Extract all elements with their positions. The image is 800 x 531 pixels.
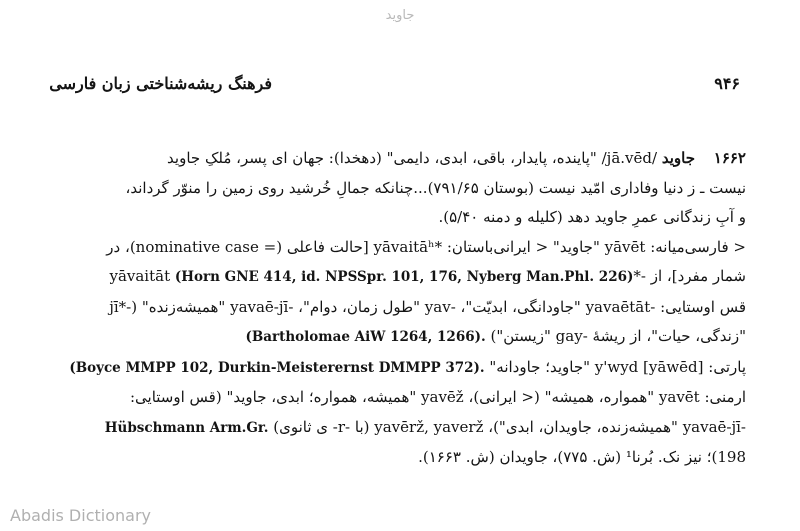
- entry-line-2: نیست ـ ز دنیا وفاداری امّید نیست (بوستان ۷۹۱/۶۵)...چنانکه جمالِ خُرشید روی زمین را منوّر گرداند،: [125, 178, 746, 197]
- entry-line-10-text: -yavaē-jī "همیشه‌زنده، جاویدان، ابدی")، yavērž, yaverž (با -r- ی ثانوی): [273, 417, 746, 436]
- running-header: [42, 74, 772, 98]
- entry-definition: "پاینده، پایدار، باقی، ابدی، دایمی" (دهخدا): جهان ای پسر، مُلکِ جاوید: [167, 149, 597, 167]
- entry-line-8: [46, 353, 746, 384]
- entry-line-10-refs: Hübschmann Arm.Gr.: [104, 419, 269, 436]
- entry-line-11: 198)؛ نیز نک. بُرنا¹ (ش. ۷۷۵)، جاویدان (ش. ۱۶۶۳).: [418, 448, 746, 466]
- page-caption: جاوید: [385, 8, 415, 23]
- entry-line-8-refs: (Boyce MMPP 102, Durkin-Meisterernst DMMPP 372).: [69, 359, 485, 376]
- entry-line-3: و آبِ زندگانی عمرِ جاوید دهد (کلیله و دمنه ۵/۴۰).: [438, 208, 746, 226]
- entry-line-5-text: شمار مفرد]، از -*yāvaitāt: [109, 267, 746, 285]
- dictionary-page: [42, 40, 772, 510]
- entry-headword: جاوید: [661, 149, 695, 167]
- entry-line-10: [46, 413, 746, 444]
- entry-line-7-refs: (Bartholomae AiW 1264, 1266).: [245, 329, 486, 345]
- entry-transcription: /jā.vēd/: [601, 149, 658, 167]
- entry-line-8-text: پارتی: [yāwēd] y'wyd "جاوید؛ جاودانه": [489, 357, 746, 376]
- entry-line-5: [46, 262, 746, 293]
- entry-number: ۱۶۶۲: [713, 149, 746, 167]
- entry-line-7-text: "زندگی، حیات"، از ریشهٔ -gay "زیستن"): [490, 327, 746, 345]
- entry-line-1: [46, 144, 746, 174]
- entry-line-6: قس اوستایی: -yavaētāt "جاودانگی، ابدیّت"، -yav "طول زمان، دوام"، -yavaē-jī "همیشه‌زنده" (-*jī: [109, 297, 746, 316]
- entry-line-4: < فارسی‌میانه: yāvēt "جاوید" < ایرانی‌باستان: *yāvaitāʰ [حالت فاعلی (= nominative case)، در: [106, 237, 746, 256]
- entry-line-9: ارمنی: yavēt "همواره، همیشه" (< ایرانی)، yavēž "همیشه، همواره؛ ابدی، جاوید" (قس اوستایی:: [129, 388, 746, 406]
- entry-line-5-refs: (Horn GNE 414, id. NPSSpr. 101, 176, Nyberg Man.Phl. 226): [174, 269, 634, 285]
- dictionary-entry: [46, 144, 746, 473]
- page-number: ۹۴۶: [714, 74, 740, 93]
- entry-line-7: [46, 322, 746, 353]
- watermark: Abadis Dictionary: [10, 506, 151, 525]
- running-title: فرهنگ ریشه‌شناختی زبان فارسی: [49, 74, 272, 93]
